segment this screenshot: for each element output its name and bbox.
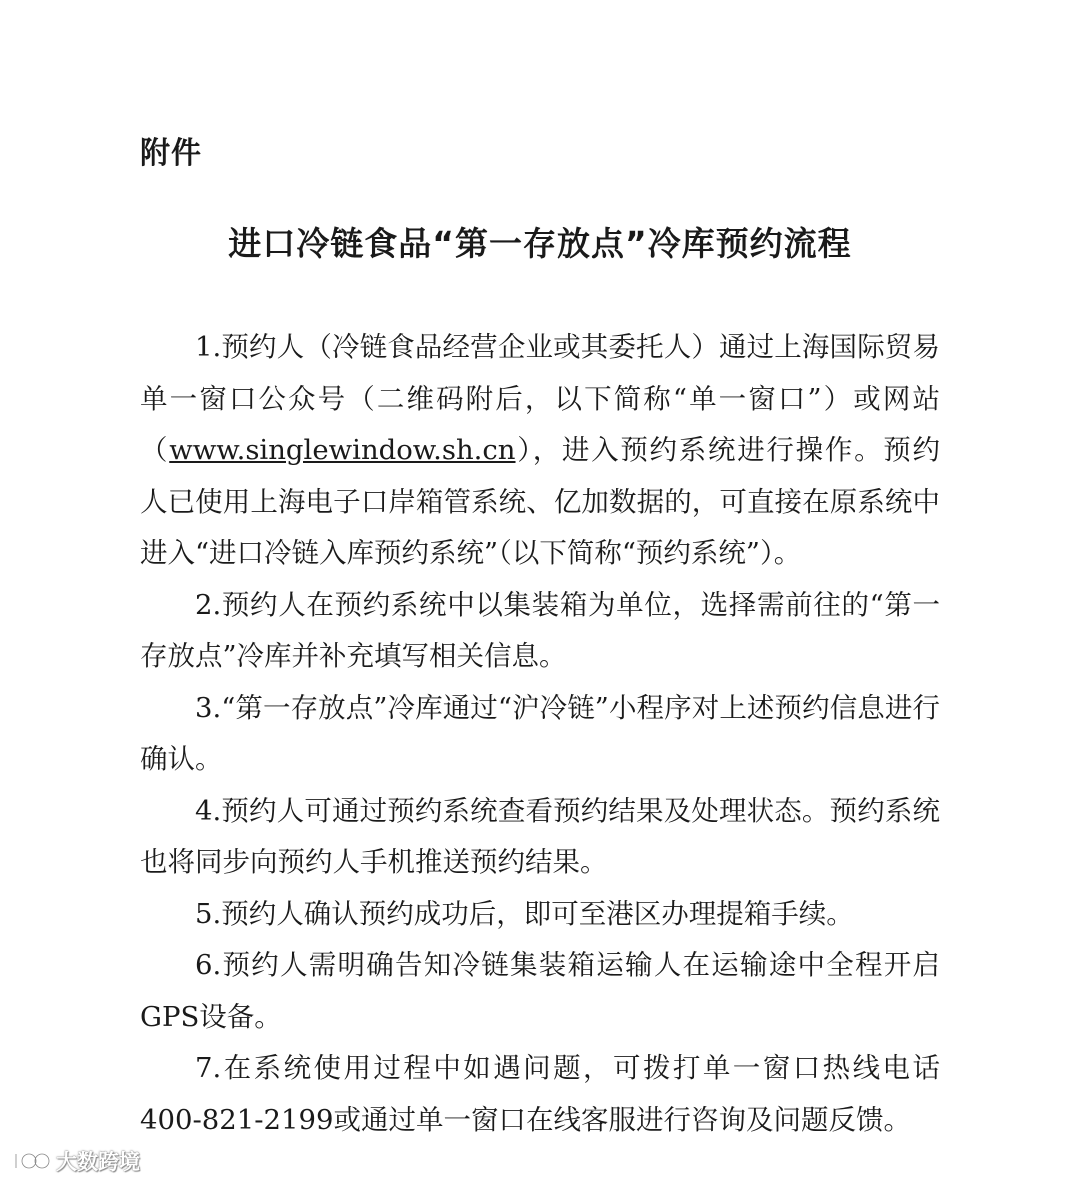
document-title: 进口冷链食品“第一存放点”冷库预约流程: [228, 224, 852, 263]
paragraph-4: 4.预约人可通过预约系统查看预约结果及处理状态。预约系统也将同步向预约人手机推送预约结果。: [140, 794, 940, 878]
paragraph-2: 2.预约人在预约系统中以集装箱为单位，选择需前往的“第一存放点”冷库并补充填写相关信息。: [140, 588, 940, 672]
attachment-label: 附件: [140, 136, 202, 171]
paragraph-5: 5.预约人确认预约成功后，即可至港区办理提箱手续。: [195, 897, 854, 930]
paragraph-1-text-end: ），进入预约系统进行操作。预约人已使用上海电子口岸箱管系统、亿加数据的，可直接在原系统中进入“进口冷链入库预约系统”（以下简称“预约系统”）。: [140, 434, 941, 569]
paragraph-1: [140, 322, 940, 580]
paragraph-3: 3.“第一存放点”冷库通过“沪冷链”小程序对上述预约信息进行确认。: [140, 691, 940, 775]
chat-bubble-logo-icon: [12, 1146, 52, 1176]
watermark-text: 大数跨境: [56, 1150, 140, 1174]
document-body: [140, 322, 940, 1146]
paragraph-6: 6.预约人需明确告知冷链集装箱运输人在运输途中全程开启GPS设备。: [140, 949, 940, 1033]
watermark: [12, 1146, 140, 1176]
website-link[interactable]: www.singlewindow.sh.cn: [169, 434, 516, 466]
paragraph-7: 7.在系统使用过程中如遇问题，可拨打单一窗口热线电话400-821-2199或通过单一窗口在线客服进行咨询及问题反馈。: [140, 1052, 940, 1136]
paragraph-1-text-start: 1.预约人（冷链食品经营企业或其委托人）通过上海国际贸易单一窗口公众号（二维码附后，以下简称“单一窗口”）或网站（: [140, 331, 940, 466]
